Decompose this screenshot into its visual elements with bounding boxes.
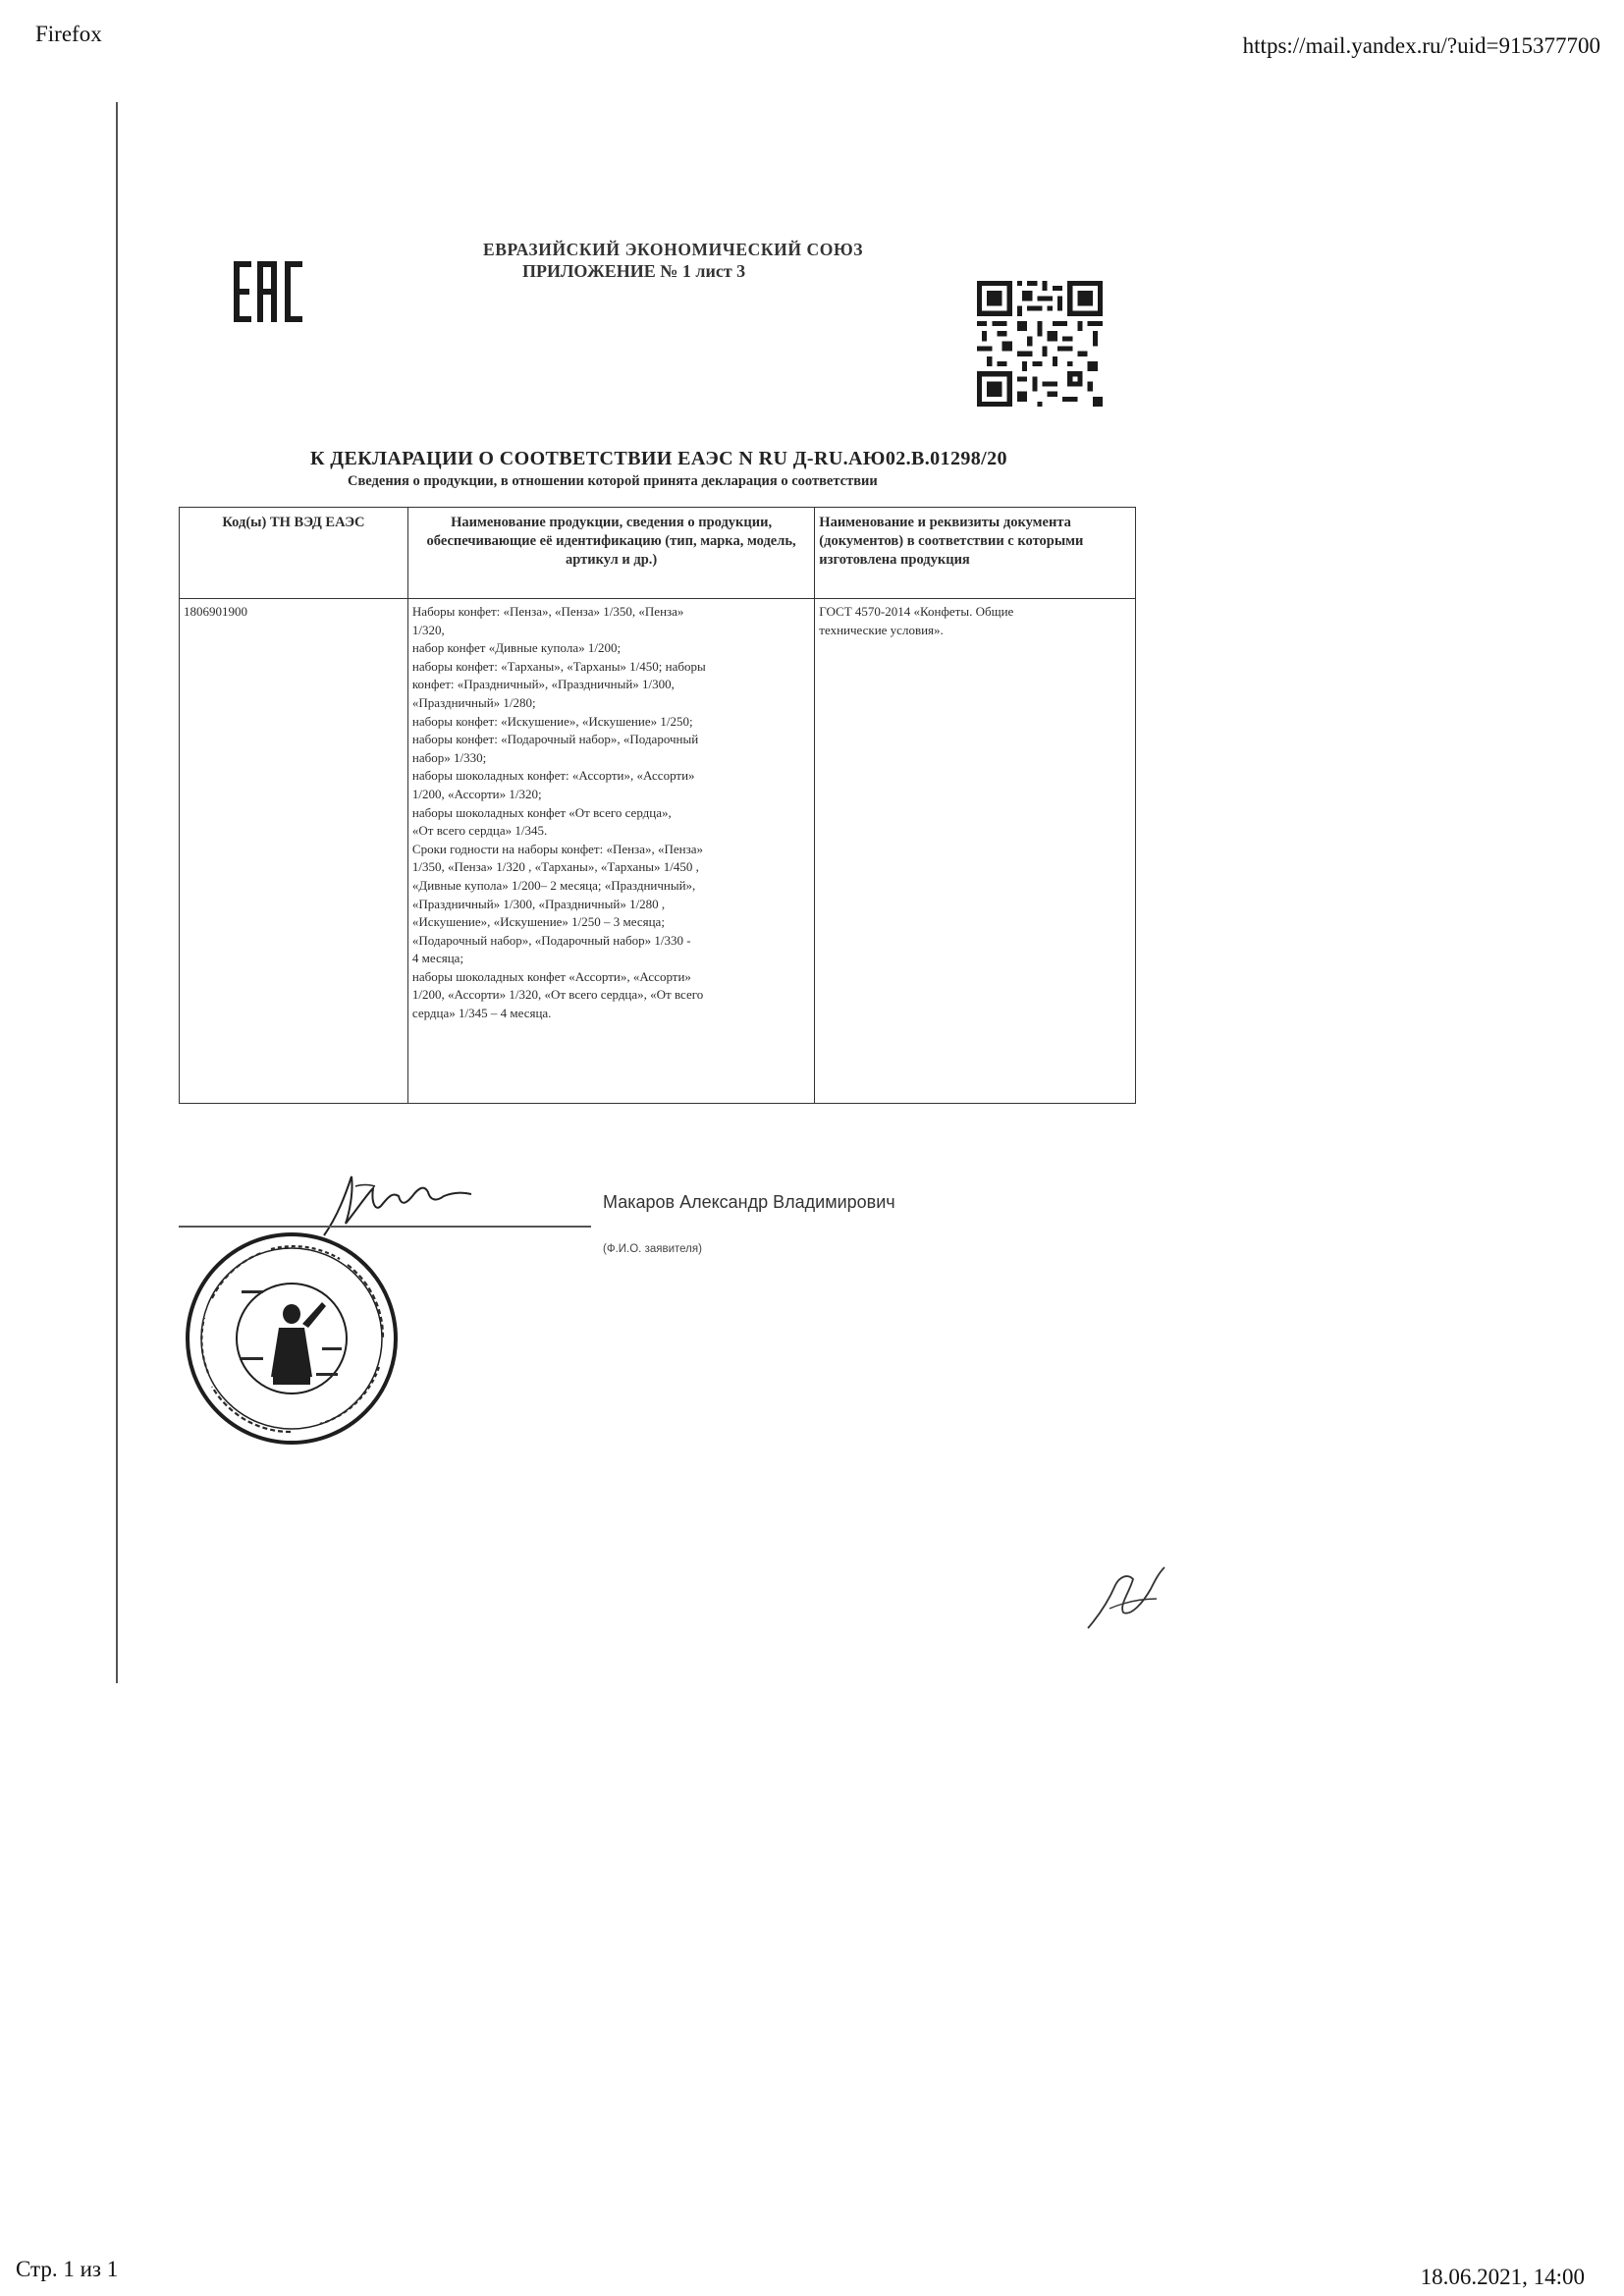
signature-line (179, 1226, 591, 1228)
hs-code-cell (180, 599, 408, 1104)
product-line: сердца» 1/345 – 4 месяца. (411, 1006, 552, 1021)
product-line: набор конфет «Дивные купола» 1/200; (411, 640, 622, 656)
scan-left-edge (116, 102, 118, 1683)
product-line: наборы конфет: «Искушение», «Искушение» 1/250; (411, 713, 693, 729)
standard-line: ГОСТ 4570-2014 «Конфеты. Общие (819, 604, 1014, 619)
product-line: наборы шоколадных конфет: «Ассорти», «Ассорти» (411, 768, 695, 784)
product-line: «Праздничный» 1/280; (411, 694, 536, 710)
product-line: «Праздничный» 1/300, «Праздничный» 1/280 , (411, 896, 666, 911)
product-line: «Искушение», «Искушение» 1/250 – 3 месяца; (411, 914, 665, 930)
company-seal (183, 1230, 401, 1448)
standard-line: технические условия». (819, 622, 944, 637)
product-line: Сроки годности на наборы конфет: «Пенза», «Пенза» (411, 841, 703, 856)
product-line: «От всего сердца» 1/345. (411, 823, 548, 839)
product-line: наборы шоколадных конфет «Ассорти», «Ассорти» (411, 968, 691, 984)
table-header-row (180, 508, 1136, 599)
union-title: ЕВРАЗИЙСКИЙ ЭКОНОМИЧЕСКИЙ СОЮЗ (483, 240, 864, 259)
product-line: наборы шоколадных конфет «От всего сердца», (411, 804, 672, 820)
declaration-subtitle: Сведения о продукции, в отношении которой принята декларация о соответствии (348, 473, 878, 489)
product-table (179, 507, 1136, 1104)
product-line: «Подарочный набор», «Подарочный набор» 1/330 - (411, 932, 691, 948)
header-hs-code: Код(ы) ТН ВЭД ЕАЭС (180, 508, 408, 599)
table-row (180, 599, 1136, 1104)
annex-title: ПРИЛОЖЕНИЕ № 1 лист 3 (522, 261, 746, 281)
header-product-name: Наименование продукции, сведения о продукции, обеспечивающие её идентификацию (тип, марка, модель, артикул и др.) (407, 508, 814, 599)
applicant-caption: (Ф.И.О. заявителя) (603, 1243, 702, 1255)
product-line: 1/350, «Пенза» 1/320 , «Тарханы», «Тарханы» 1/450 , (411, 859, 699, 875)
browser-name: Firefox (35, 22, 102, 46)
print-datetime: 18.06.2021, 14:00 (1420, 2265, 1585, 2289)
product-line: набор» 1/330; (411, 749, 487, 765)
product-description-cell (407, 599, 814, 1104)
product-line: «Дивные купола» 1/200– 2 месяца; «Праздничный», (411, 877, 696, 893)
standard-document-cell (815, 599, 1136, 1104)
product-line: 4 месяца; (411, 951, 464, 966)
product-line: наборы конфет: «Тарханы», «Тарханы» 1/450; наборы (411, 658, 706, 674)
hs-code: 1806901900 (184, 604, 247, 619)
eac-logo-icon (234, 257, 302, 326)
product-line: наборы конфет: «Подарочный набор», «Подарочный (411, 732, 699, 747)
product-line: 1/200, «Ассорти» 1/320, «От всего сердца», «От всего (411, 987, 704, 1003)
header-standard-document: Наименование и реквизиты документа (документов) в соответствии с которыми изготовлена продукция (815, 508, 1136, 599)
page-url: https://mail.yandex.ru/?uid=915377700 (1242, 33, 1600, 58)
page-initials (1080, 1559, 1168, 1638)
page-counter: Стр. 1 из 1 (16, 2257, 119, 2281)
product-line: конфет: «Праздничный», «Праздничный» 1/300, (411, 677, 675, 692)
declaration-title: К ДЕКЛАРАЦИИ О СООТВЕТСТВИИ ЕАЭС N RU Д-RU.АЮ02.В.01298/20 (310, 448, 1007, 469)
product-line: Наборы конфет: «Пенза», «Пенза» 1/350, «Пенза» (411, 604, 684, 619)
product-line: 1/200, «Ассорти» 1/320; (411, 786, 542, 801)
product-line: 1/320, (411, 622, 445, 637)
applicant-name: Макаров Александр Владимирович (603, 1192, 895, 1212)
qr-code-icon (977, 281, 1103, 407)
